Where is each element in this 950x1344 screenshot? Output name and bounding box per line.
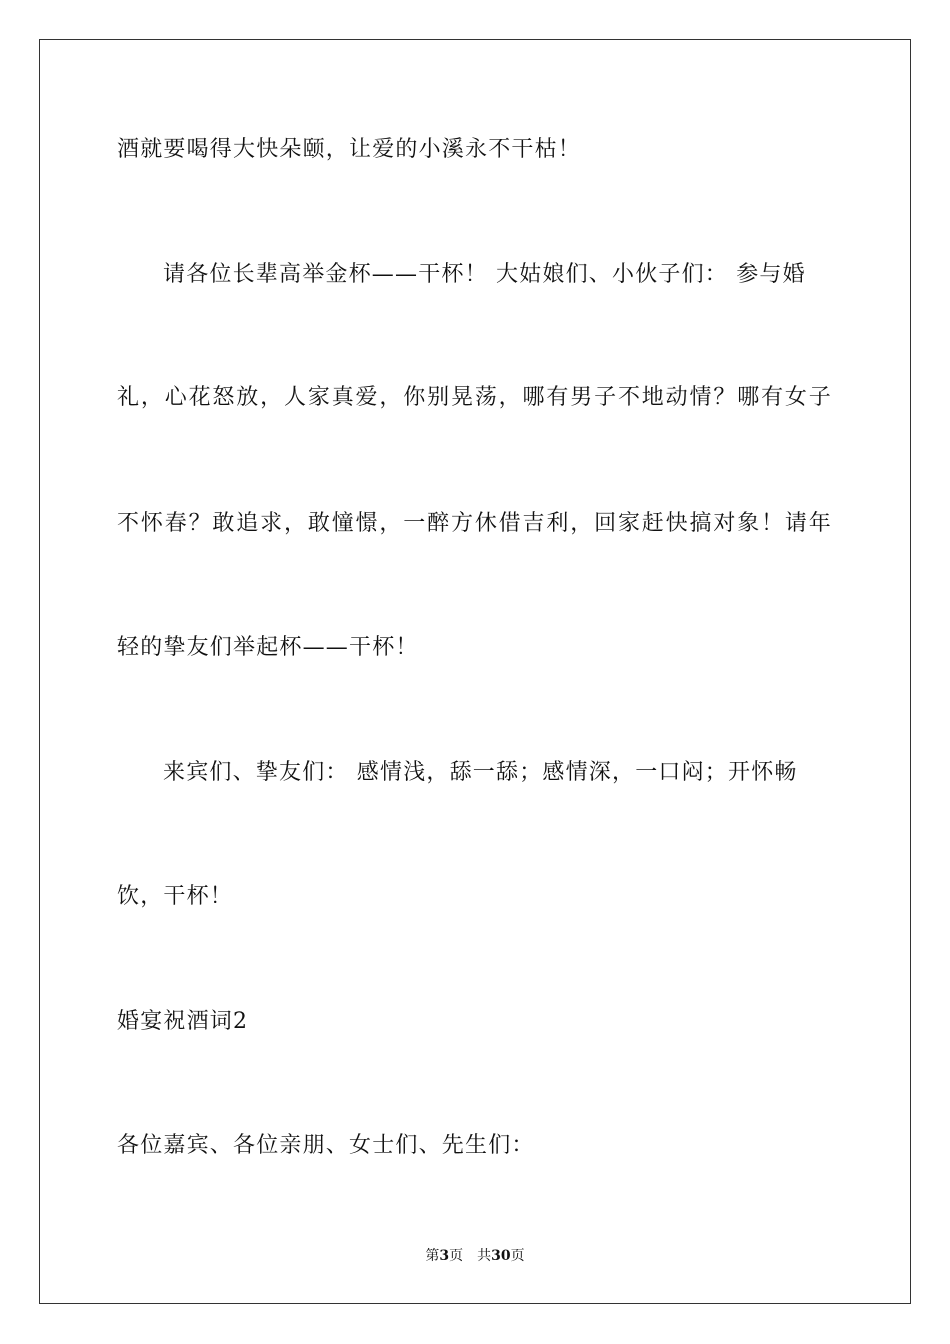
page-footer (0, 1246, 950, 1266)
text-line-3: 礼，心花怒放，人家真爱，你别晃荡，哪有男子不地动情？哪有女子 (117, 385, 832, 410)
total-prefix: 共 (477, 1248, 492, 1264)
text-line-2: 请各位长辈高举金杯——干杯！ 大姑娘们、小伙子们： 参与婚 (163, 262, 806, 287)
page-number: 3 (439, 1248, 450, 1264)
page-prefix: 第 (425, 1248, 440, 1264)
total-pages: 30 (491, 1248, 511, 1264)
text-line-4: 不怀春？敢追求，敢憧憬，一醉方休借吉利，回家赶快搞对象！请年 (117, 511, 832, 536)
text-line-1: 酒就要喝得大快朵颐，让爱的小溪永不干枯！ (117, 137, 582, 162)
text-line-5: 轻的挚友们举起杯——干杯！ (117, 635, 419, 660)
text-line-7: 饮，干杯！ (117, 884, 234, 909)
text-line-6: 来宾们、挚友们： 感情浅，舔一舔；感情深，一口闷；开怀畅 (163, 760, 798, 785)
text-line-9: 各位嘉宾、各位亲朋、女士们、先生们： (117, 1133, 535, 1158)
page-border (39, 39, 911, 1304)
total-suffix: 页 (510, 1248, 525, 1264)
page-suffix: 页 (449, 1248, 464, 1264)
section-heading: 婚宴祝酒词2 (117, 1009, 249, 1034)
